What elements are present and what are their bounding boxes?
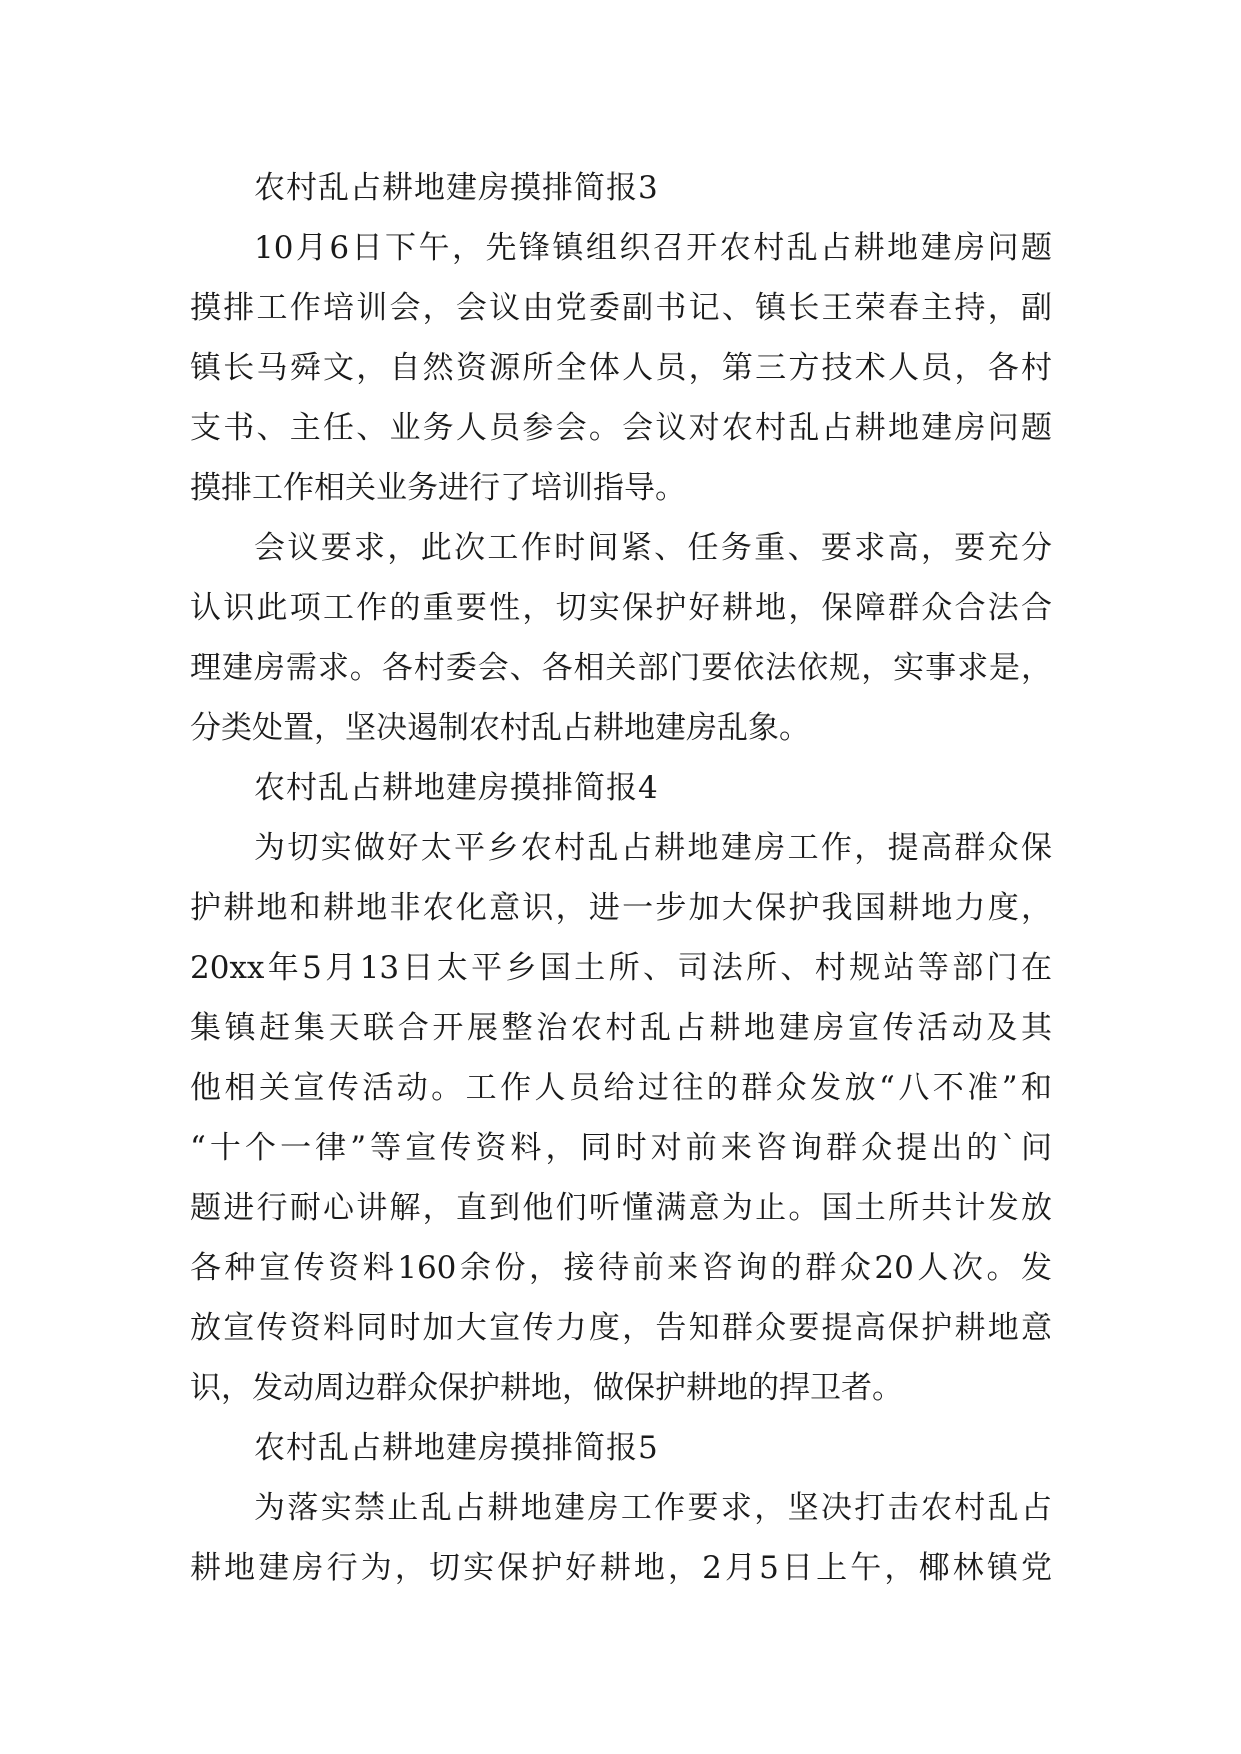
paragraph-line: 20xx年5月13日太平乡国土所、司法所、村规站等部门在 <box>190 950 1052 986</box>
paragraph-line: 放宣传资料同时加大宣传力度，告知群众要提高保护耕地意 <box>190 1310 1052 1346</box>
paragraph-line: 摸排工作相关业务进行了培训指导。 <box>190 470 686 506</box>
section <box>190 1418 1052 1598</box>
paragraph-line: 集镇赶集天联合开展整治农村乱占耕地建房宣传活动及其 <box>190 1010 1052 1046</box>
paragraph-line: 摸排工作培训会，会议由党委副书记、镇长王荣春主持，副 <box>190 290 1052 326</box>
section <box>190 158 1052 758</box>
paragraph-line: 耕地建房行为，切实保护好耕地，2月5日上午，椰林镇党 <box>190 1550 1052 1586</box>
paragraph-line: “十个一律”等宣传资料，同时对前来咨询群众提出的`问 <box>190 1130 1052 1166</box>
paragraph-line: 分类处置，坚决遏制农村乱占耕地建房乱象。 <box>190 710 810 746</box>
paragraph-line: 他相关宣传活动。工作人员给过往的群众发放“八不准”和 <box>190 1070 1052 1106</box>
section-heading: 农村乱占耕地建房摸排简报5 <box>254 1430 659 1466</box>
paragraph-line: 题进行耐心讲解，直到他们听懂满意为止。国土所共计发放 <box>190 1190 1052 1226</box>
paragraph-line: 10月6日下午，先锋镇组织召开农村乱占耕地建房问题 <box>254 230 1052 266</box>
paragraph <box>190 1478 1052 1598</box>
paragraph-line: 护耕地和耕地非农化意识，进一步加大保护我国耕地力度， <box>190 890 1052 926</box>
paragraph-line: 各种宣传资料160余份，接待前来咨询的群众20人次。发 <box>190 1250 1052 1286</box>
section <box>190 758 1052 1418</box>
paragraph-line: 会议要求，此次工作时间紧、任务重、要求高，要充分 <box>254 530 1052 566</box>
section-heading: 农村乱占耕地建房摸排简报3 <box>254 170 659 206</box>
section-heading: 农村乱占耕地建房摸排简报4 <box>254 770 659 806</box>
paragraph-line: 理建房需求。各村委会、各相关部门要依法依规，实事求是， <box>190 650 1052 686</box>
paragraph-line: 为切实做好太平乡农村乱占耕地建房工作，提高群众保 <box>254 830 1052 866</box>
paragraph-line: 认识此项工作的重要性，切实保护好耕地，保障群众合法合 <box>190 590 1052 626</box>
paragraph-line: 镇长马舜文，自然资源所全体人员，第三方技术人员，各村 <box>190 350 1052 386</box>
paragraph-line: 为落实禁止乱占耕地建房工作要求，坚决打击农村乱占 <box>254 1490 1052 1526</box>
paragraph-line: 识，发动周边群众保护耕地，做保护耕地的捍卫者。 <box>190 1370 903 1406</box>
paragraph <box>190 218 1052 518</box>
paragraph <box>190 818 1052 1418</box>
paragraph-line: 支书、主任、业务人员参会。会议对农村乱占耕地建房问题 <box>190 410 1052 446</box>
paragraph <box>190 518 1052 758</box>
document-body <box>190 158 1052 1598</box>
